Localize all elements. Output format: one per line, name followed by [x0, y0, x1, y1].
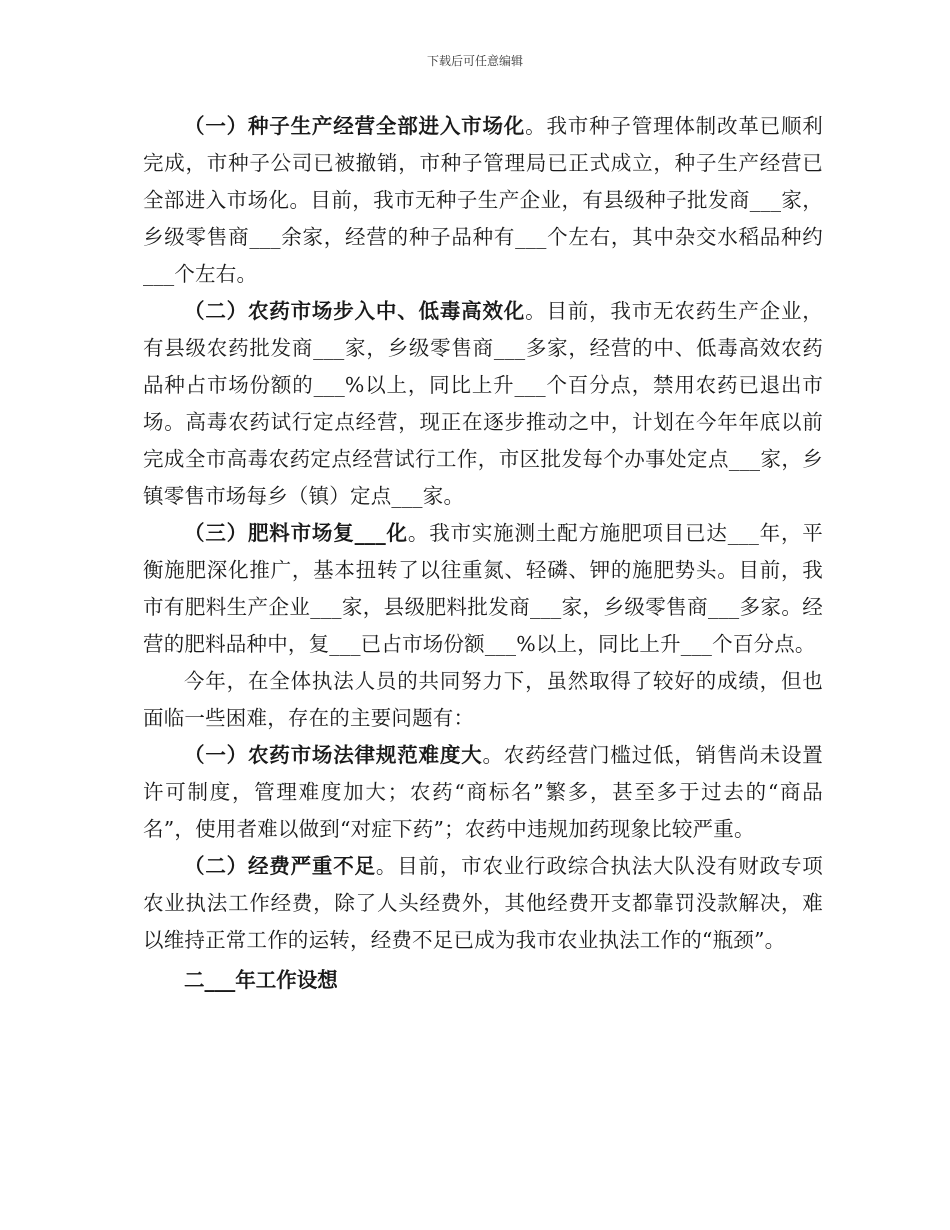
paragraph-lead: （一）种子生产经营全部进入市场化	[184, 114, 526, 138]
paragraph-problems-intro	[143, 663, 823, 737]
paragraph-lead: （二）农药市场步入中、低毒高效化	[184, 299, 526, 323]
paragraph-text: 。我市种子管理体制改革已顺利完成，市种子公司已被撤销，市种子管理局已正式成立，种子生产经营已全部进入市场化。目前，我市无种子生产企业，有县级种子批发商___家，乡级零售商___余家，经营的种子品种有___个左右，其中杂交水稻品种约___个左右。	[143, 114, 823, 286]
document-body	[143, 108, 823, 999]
paragraph-lead: （二）经费严重不足	[184, 854, 376, 878]
paragraph-text: 。目前，我市无农药生产企业，有县级农药批发商___家，乡级零售商___多家，经营的中、低毒高效农药品种占市场份额的___%以上，同比上升___个百分点，禁用农药已退出市场。高毒农药试行定点经营，现正在逐步推动之中，计划在今年年底以前完成全市高毒农药定点经营试行工作，市区批发每个办事处定点___家，乡镇零售市场每乡（镇）定点___家。	[143, 299, 823, 508]
paragraph-funding	[143, 848, 823, 959]
section-heading: 二___年工作设想	[184, 968, 338, 992]
header-note: 下载后可任意编辑	[426, 54, 523, 68]
paragraph-text: 。我市实施测土配方施肥项目已达___年，平衡施肥深化推广，基本扭转了以往重氮、轻磷、钾的施肥势头。目前，我市有肥料生产企业___家，县级肥料批发商___家，乡级零售商___多家。经营的肥料品种中，复___已占市场份额___%以上，同比上升___个百分点。	[143, 521, 824, 656]
paragraph-lead: （一）农药市场法律规范难度大	[184, 743, 483, 767]
paragraph-pesticide-market	[143, 293, 823, 515]
paragraph-lead: （三）肥料市场复___化	[184, 521, 408, 545]
paragraph-text: 。农药经营门槛过低，销售尚未设置许可制度，管理难度加大；农药“商标名”繁多，甚至多于过去的“商品名”，使用者难以做到“对症下药”；农药中违规加药现象比较严重。	[143, 743, 823, 841]
paragraph-text: 今年，在全体执法人员的共同努力下，虽然取得了较好的成绩，但也面临一些困难，存在的主要问题有：	[143, 669, 823, 730]
paragraph-pesticide-regulation	[143, 737, 823, 848]
paragraph-fertilizer-market	[143, 515, 823, 663]
paragraph-text: 。目前，市农业行政综合执法大队没有财政专项农业执法工作经费，除了人头经费外，其他经费开支都靠罚没款解决，难以维持正常工作的运转，经费不足已成为我市农业执法工作的“瓶颈”。	[143, 854, 823, 952]
paragraph-seed-market	[143, 108, 823, 293]
